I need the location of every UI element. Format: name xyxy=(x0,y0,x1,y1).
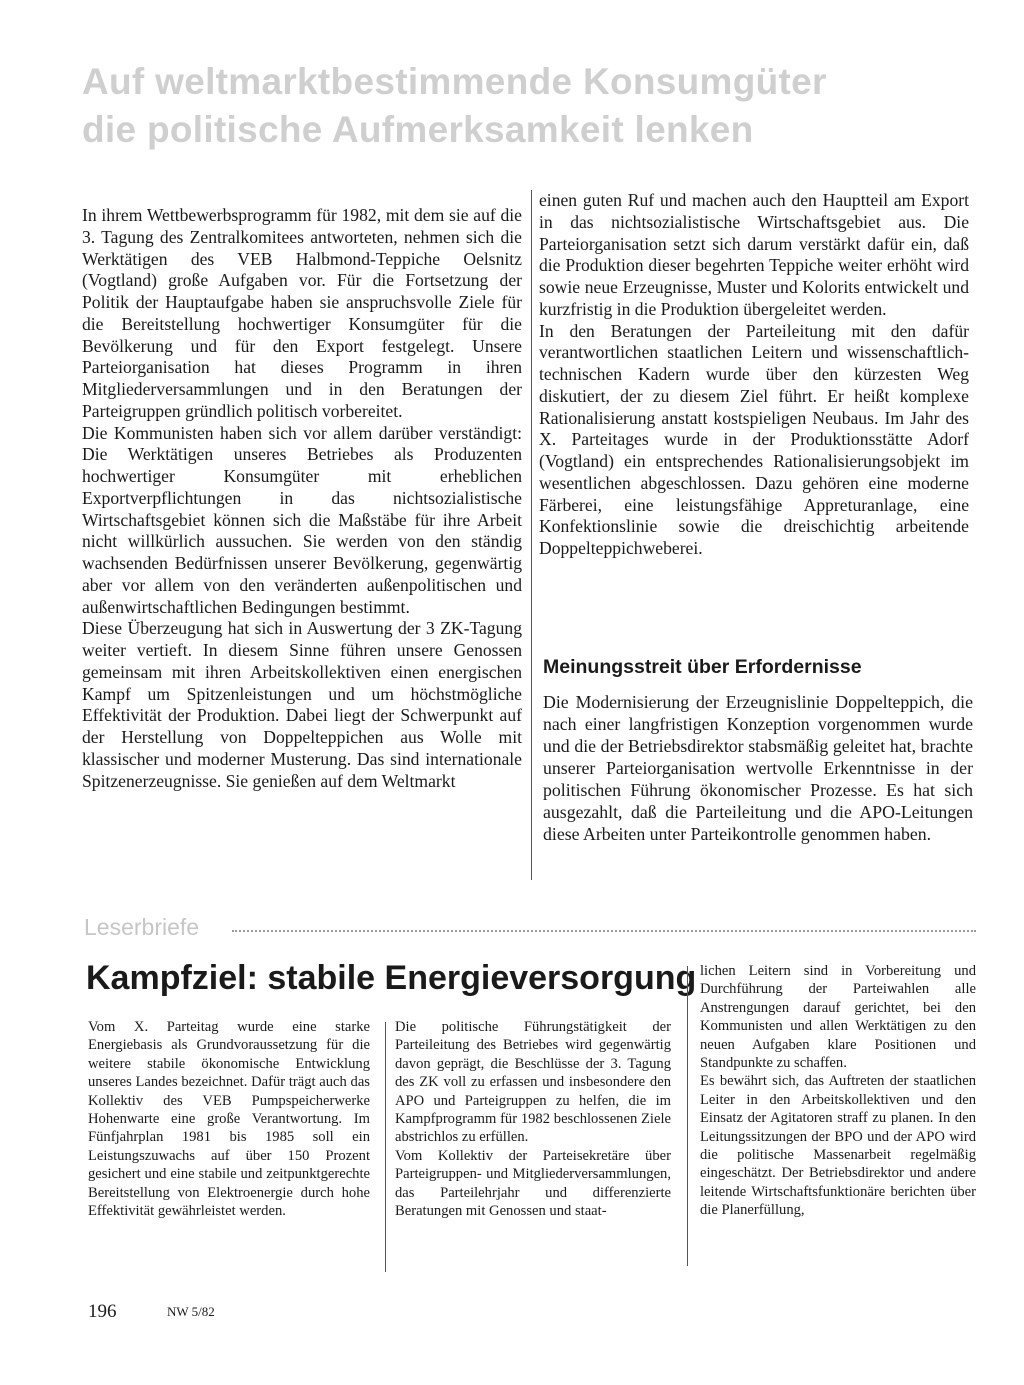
article1-paragraph: Die Kommunisten haben sich vor allem darüber verständigt: Die Werktätigen unseres Betriebes als Produzenten hochwertiger Konsumgüter mit erheblichen Exportverpflichtungen in das nichtsozialistische Wirtschaftsgebiet können sich die Maßstäbe für ihre Arbeit nicht willkürlich aussuchen. Sie werden von den ständig wachsenden Bedürfnissen unserer Bevölkerung, gegenwärtig aber vor allem von den veränderten außenpolitischen und außenwirtschaftlichen Bedingungen bestimmt. xyxy=(82,422,522,617)
article1-column-1 xyxy=(82,205,522,792)
article1-paragraph: In den Beratungen der Parteileitung mit den dafür verantwortlichen staatlichen Leitern und wissenschaftlich-technischen Kadern wurde über den kürzesten Weg diskutiert, der zu diesem Ziel führt. Er heißt komplexe Rationalisierung anstatt kostspieligen Neubaus. Im Jahr des X. Parteitages wurde in der Produktionsstätte Adorf (Vogtland) ein entsprechendes Rationalisierungsobjekt im wesentlichen abgeschlossen. Dazu gehören eine moderne Färberei, eine leistungsfähige Appreturanlage, eine Konfektionslinie sowie die dreischichtig arbeitende Doppelteppichweberei. xyxy=(539,320,969,558)
article1-paragraph: Diese Überzeugung hat sich in Auswertung der 3 ZK-Tagung weiter vertieft. In diesem Sinne führen unsere Genossen gemeinsam mit ihren Arbeitskollektiven einen energischen Kampf um Spitzenleistungen und um höchstmögliche Effektivität der Produktion. Dabei liegt der Schwerpunkt auf der Herstellung von Doppelteppichen aus Wolle mit klassischer und moderner Musterung. Das sind internationale Spitzenerzeugnisse. Sie genießen auf dem Weltmarkt xyxy=(82,618,522,791)
article1-column-2 xyxy=(539,190,969,560)
article2-column-3 xyxy=(700,962,976,1220)
article2-paragraph: lichen Leitern sind in Vorbereitung und Durchführung der Parteiwahlen alle Anstrengungen darauf gerichtet, bei den Kommunisten und allen Werktätigen zu den neuen Aufgaben klare Positionen und Standpunkte zu schaffen. xyxy=(700,963,976,1072)
article1-paragraph: Die Modernisierung der Erzeugnislinie Doppelteppich, die nach einer langfristigen Konzeption vorgenommen wurde und die der Betriebsdirektor stabsmäßig geleitet hat, brachte unserer Parteiorganisation wertvolle Erkenntnisse in der politischen Führung ökonomischer Prozesse. Es hat sich ausgezahlt, daß die Parteileitung und die APO-Leitungen diese Arbeiten unter Parteikontrolle genommen haben. xyxy=(543,692,973,844)
article1-subheading: Meinungsstreit über Erfordernisse xyxy=(543,656,862,678)
column-divider xyxy=(531,190,532,880)
headline-line-1: Auf weltmarktbestimmende Konsumgüter xyxy=(82,61,827,102)
article2-column-1 xyxy=(88,1018,370,1220)
section-rule xyxy=(232,930,976,932)
article2-paragraph: Vom Kollektiv der Parteisekretäre über Parteigruppen- und Mitgliederversammlungen, das Parteilehrjahr und differenzierte Beratungen mit Genossen und staat- xyxy=(395,1147,671,1220)
article1-subsection xyxy=(543,691,973,845)
article1-paragraph: In ihrem Wettbewerbsprogramm für 1982, mit dem sie auf die 3. Tagung des Zentralkomitees antworteten, nehmen sich die Werktätigen des VEB Halbmond-Teppiche Oelsnitz (Vogtland) große Aufgaben vor. Für die Fortsetzung der Politik der Hauptaufgabe haben sie anspruchsvolle Ziele für die Bereitstellung hochwertiger Konsumgüter für die Bevölkerung und für den Export festgelegt. Unsere Parteiorganisation hat dieses Programm in ihren Mitgliederversammlungen und in den Beratungen der Parteigruppen gründlich politisch vorbereitet. xyxy=(82,205,522,421)
article1-paragraph: einen guten Ruf und machen auch den Hauptteil am Export in das nichtsozialistische Wirtschaftsgebiet aus. Die Parteiorganisation setzt sich darum verstärkt dafür ein, daß die Produktion dieser begehrten Teppiche weiter erhöht wird sowie neue Erzeugnisse, Muster und Kolorits entwickelt und kurzfristig in die Produktion übergeleitet werden. xyxy=(539,190,969,319)
page-number: 196 xyxy=(88,1301,117,1322)
article2-paragraph: Es bewährt sich, das Auftreten der staatlichen Leiter in den Arbeitskollektiven und den Einsatz der Agitatoren straff zu planen. In den Leitungssitzungen der BPO und der APO wird die politische Massenarbeit regelmäßig eingeschätzt. Der Betriebsdirektor und andere leitende Wirtschaftsfunktionäre berichten über die Planerfüllung, xyxy=(700,1073,976,1219)
article2-paragraph: Die politische Führungstätigkeit der Parteileitung des Betriebes wird gegenwärtig davon geprägt, die Beschlüsse der 3. Tagung des ZK voll zu erfassen und insbesondere den APO und Parteigruppen zu helfen, die im Kampfprogramm für 1982 beschlossenen Ziele abstrichlos zu erfüllen. xyxy=(395,1019,671,1146)
article2-title: Kampfziel: stabile Energieversorgung xyxy=(86,959,697,997)
article2-column-2 xyxy=(395,1018,671,1220)
column-divider xyxy=(385,1022,386,1272)
article-headline xyxy=(82,58,962,154)
issue-label: NW 5/82 xyxy=(167,1304,215,1319)
section-label: Leserbriefe xyxy=(84,914,200,940)
column-divider xyxy=(687,966,688,1266)
article2-paragraph: Vom X. Parteitag wurde eine starke Energiebasis als Grundvoraussetzung für die weitere stabile ökonomische Entwicklung unseres Landes bezeichnet. Dafür trägt auch das Kollektiv des VEB Pumpspeicherwerke Hohenwarte eine große Verantwortung. Im Fünfjahrplan 1981 bis 1985 soll ein Leistungszuwachs auf über 150 Prozent gesichert und eine stabile und zeitpunktgerechte Bereitstellung von Elektroenergie durch hohe Effektivität gewährleistet werden. xyxy=(88,1019,370,1220)
headline-line-2: die politische Aufmerksamkeit lenken xyxy=(82,109,754,150)
